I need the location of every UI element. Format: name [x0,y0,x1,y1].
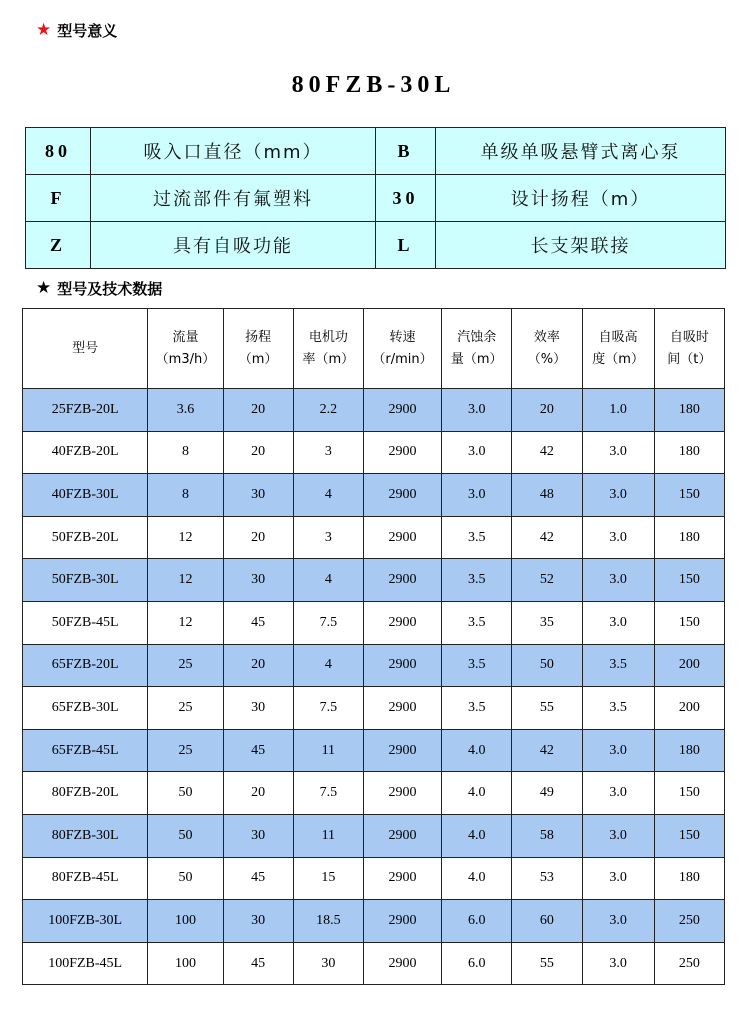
column-header-line2: （r/min） [372,351,433,367]
table-cell: 42 [512,516,582,559]
column-header-line1: 自吸时 [669,329,709,345]
table-cell: 25 [148,644,223,687]
model-cell: 50FZB-45L [23,601,148,644]
table-cell: 12 [148,516,223,559]
table-row [23,814,725,857]
table-row [23,559,725,602]
tech-data-table [22,308,725,985]
table-cell: 180 [654,729,724,772]
table-cell: 3.6 [148,389,223,432]
table-cell: 50 [148,814,223,857]
table-cell: 2900 [363,559,441,602]
meaning-code-cell: B [376,128,436,175]
table-cell: 2900 [363,772,441,815]
table-cell: 3.0 [582,729,654,772]
table-cell: 15 [293,857,363,900]
model-meaning-table [25,127,726,269]
section-title: 型号及技术数据 [57,280,163,298]
table-cell: 150 [654,601,724,644]
table-row [23,431,725,474]
table-cell: 35 [512,601,582,644]
column-header-line1: 扬程 [245,329,272,345]
column-header-line1: 电机功 [308,329,348,345]
table-cell: 30 [223,900,293,943]
table-cell: 3.0 [442,431,512,474]
table-cell: 4.0 [442,772,512,815]
column-header [363,309,441,389]
table-cell: 4 [293,474,363,517]
column-header [23,309,148,389]
meaning-row [26,128,726,175]
table-cell: 4 [293,559,363,602]
table-cell: 30 [223,687,293,730]
table-cell: 3.0 [582,559,654,602]
table-cell: 2900 [363,601,441,644]
column-header-line1: 型号 [72,340,99,356]
table-cell: 3.0 [582,772,654,815]
table-row [23,687,725,730]
table-cell: 45 [223,857,293,900]
table-cell: 4.0 [442,729,512,772]
table-cell: 100 [148,900,223,943]
table-cell: 3.0 [582,814,654,857]
model-cell: 65FZB-20L [23,644,148,687]
column-header-line2: 量（m） [450,351,503,367]
table-cell: 3.5 [582,644,654,687]
table-cell: 25 [148,687,223,730]
meaning-row [26,175,726,222]
meaning-code-cell: F [26,175,91,222]
table-cell: 3.0 [582,516,654,559]
table-cell: 53 [512,857,582,900]
table-cell: 20 [512,389,582,432]
table-cell: 2.2 [293,389,363,432]
model-cell: 40FZB-20L [23,431,148,474]
meaning-code-cell: Z [26,222,91,269]
meaning-code-cell: 30 [376,175,436,222]
table-cell: 7.5 [293,687,363,730]
column-header [148,309,223,389]
table-cell: 20 [223,431,293,474]
model-code-title: 80FZB-30L [291,72,456,98]
column-header-line1: 效率 [533,329,560,345]
table-row [23,857,725,900]
model-cell: 80FZB-20L [23,772,148,815]
table-cell: 50 [512,644,582,687]
table-cell: 58 [512,814,582,857]
table-row [23,942,725,985]
column-header-line1: 流量 [172,329,199,345]
meaning-code-cell: L [376,222,436,269]
model-cell: 80FZB-30L [23,814,148,857]
table-cell: 3.5 [442,559,512,602]
table-cell: 20 [223,644,293,687]
table-cell: 180 [654,857,724,900]
table-row [23,601,725,644]
table-cell: 4.0 [442,814,512,857]
table-cell: 12 [148,601,223,644]
column-header-line2: 间（t） [667,351,712,367]
table-cell: 2900 [363,516,441,559]
table-cell: 2900 [363,431,441,474]
table-row [23,729,725,772]
table-cell: 6.0 [442,900,512,943]
table-cell: 20 [223,516,293,559]
table-cell: 3.5 [442,601,512,644]
table-cell: 30 [223,814,293,857]
table-cell: 52 [512,559,582,602]
column-header-line2: （m3/h） [155,351,216,367]
column-header-line2: （%） [527,351,567,367]
table-cell: 3.0 [442,389,512,432]
column-header [582,309,654,389]
table-cell: 45 [223,601,293,644]
table-cell: 3.5 [442,687,512,730]
table-cell: 55 [512,942,582,985]
table-cell: 150 [654,559,724,602]
table-cell: 7.5 [293,601,363,644]
table-cell: 30 [293,942,363,985]
table-row [23,474,725,517]
model-cell: 80FZB-45L [23,857,148,900]
table-cell: 42 [512,729,582,772]
table-cell: 250 [654,900,724,943]
table-cell: 12 [148,559,223,602]
table-cell: 11 [293,729,363,772]
table-cell: 200 [654,687,724,730]
model-cell: 50FZB-20L [23,516,148,559]
column-header-line2: 率（m） [302,351,355,367]
table-cell: 3.0 [582,474,654,517]
table-cell: 7.5 [293,772,363,815]
meaning-code-cell: 80 [26,128,91,175]
table-cell: 100 [148,942,223,985]
table-cell: 49 [512,772,582,815]
meaning-desc-cell: 设计扬程（m） [436,175,726,222]
column-header [654,309,724,389]
table-cell: 8 [148,431,223,474]
table-cell: 8 [148,474,223,517]
table-cell: 150 [654,814,724,857]
meaning-desc-cell: 吸入口直径（mm） [91,128,376,175]
table-cell: 180 [654,516,724,559]
table-cell: 2900 [363,474,441,517]
column-header [223,309,293,389]
model-cell: 100FZB-45L [23,942,148,985]
meaning-row [26,222,726,269]
meaning-desc-cell: 长支架联接 [436,222,726,269]
table-cell: 11 [293,814,363,857]
table-cell: 2900 [363,389,441,432]
column-header [293,309,363,389]
table-cell: 3.0 [442,474,512,517]
table-row [23,516,725,559]
table-cell: 2900 [363,942,441,985]
table-cell: 6.0 [442,942,512,985]
table-row [23,644,725,687]
table-header-row [23,309,725,389]
meaning-desc-cell: 过流部件有氟塑料 [91,175,376,222]
red-star-icon: ★ [36,20,52,40]
table-cell: 55 [512,687,582,730]
table-cell: 3.0 [582,431,654,474]
table-row [23,389,725,432]
table-cell: 2900 [363,729,441,772]
table-cell: 18.5 [293,900,363,943]
column-header [442,309,512,389]
table-cell: 250 [654,942,724,985]
table-cell: 4.0 [442,857,512,900]
table-cell: 3 [293,431,363,474]
table-cell: 4 [293,644,363,687]
column-header-line1: 汽蚀余 [457,329,497,345]
table-cell: 2900 [363,644,441,687]
table-cell: 2900 [363,857,441,900]
table-cell: 150 [654,474,724,517]
table-cell: 180 [654,431,724,474]
table-cell: 20 [223,772,293,815]
section-heading-model-meaning [36,20,117,41]
section-heading-tech-data [36,278,162,299]
table-cell: 3.0 [582,900,654,943]
column-header [512,309,582,389]
table-row [23,772,725,815]
model-cell: 65FZB-45L [23,729,148,772]
table-cell: 45 [223,942,293,985]
table-cell: 25 [148,729,223,772]
table-cell: 3.0 [582,857,654,900]
column-header-line1: 转速 [389,329,416,345]
table-cell: 2900 [363,814,441,857]
table-cell: 45 [223,729,293,772]
table-cell: 2900 [363,900,441,943]
section-title: 型号意义 [57,22,118,40]
column-header-line1: 自吸高 [598,329,638,345]
model-cell: 50FZB-30L [23,559,148,602]
model-cell: 65FZB-30L [23,687,148,730]
table-cell: 3.5 [442,644,512,687]
table-cell: 3.0 [582,601,654,644]
table-cell: 3 [293,516,363,559]
meaning-desc-cell: 单级单吸悬臂式离心泵 [436,128,726,175]
table-cell: 48 [512,474,582,517]
table-cell: 60 [512,900,582,943]
column-header-line2: （m） [238,351,278,367]
table-row [23,900,725,943]
table-cell: 1.0 [582,389,654,432]
meaning-desc-cell: 具有自吸功能 [91,222,376,269]
table-cell: 3.0 [582,942,654,985]
black-star-icon: ★ [36,278,52,298]
model-cell: 100FZB-30L [23,900,148,943]
table-cell: 180 [654,389,724,432]
model-cell: 40FZB-30L [23,474,148,517]
model-cell: 25FZB-20L [23,389,148,432]
table-cell: 20 [223,389,293,432]
column-header-line2: 度（m） [592,351,644,367]
table-cell: 30 [223,559,293,602]
table-cell: 3.5 [442,516,512,559]
table-cell: 50 [148,857,223,900]
table-cell: 2900 [363,687,441,730]
table-cell: 200 [654,644,724,687]
table-cell: 150 [654,772,724,815]
table-cell: 42 [512,431,582,474]
table-cell: 30 [223,474,293,517]
table-cell: 3.5 [582,687,654,730]
table-cell: 50 [148,772,223,815]
